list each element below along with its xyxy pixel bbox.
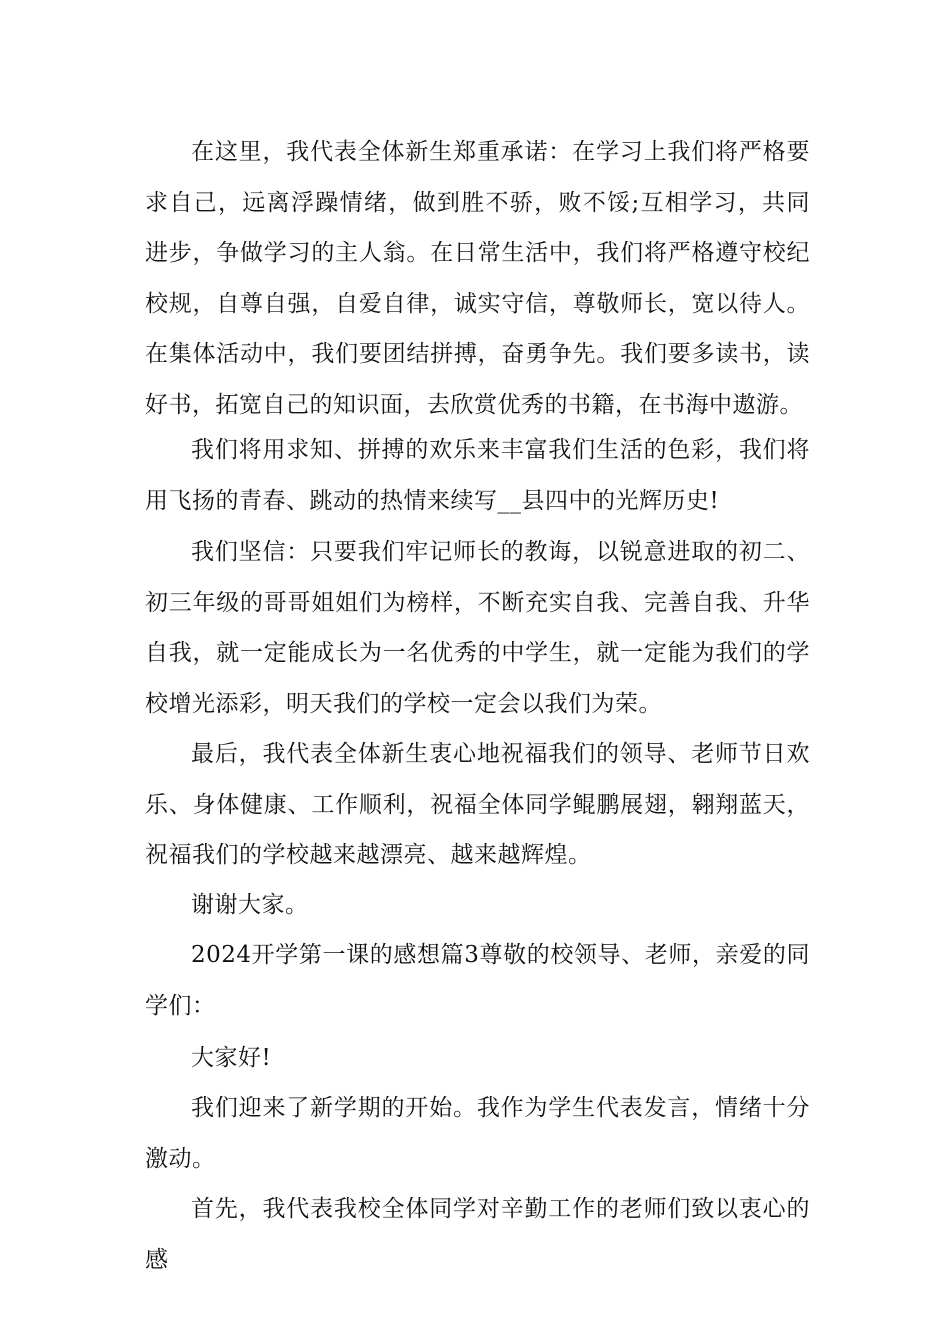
paragraph-pledge: 在这里，我代表全体新生郑重承诺：在学习上我们将严格要求自己，远离浮躁情绪，做到胜不骄，败不馁;互相学习，共同进步，争做学习的主人翁。在日常生活中，我们将严格遵守校纪校规，自尊自强，自爱自律，诚实守信，尊敬师长，宽以待人。在集体活动中，我们要团结拼搏，奋勇争先。我们要多读书，读好书，拓宽自己的知识面，去欣赏优秀的书籍，在书海中遨游。 — [145, 139, 810, 418]
paragraph-gratitude: 首先，我代表我校全体同学对辛勤工作的老师们致以衷心的感 — [145, 1196, 810, 1273]
paragraph-greeting: 大家好! — [191, 1045, 272, 1071]
paragraph-enrich-life: 我们将用求知、拼搏的欢乐来丰富我们生活的色彩，我们将用飞扬的青春、跳动的热情来续写__县四中的光辉历史! — [145, 437, 810, 514]
paragraph-new-semester: 我们迎来了新学期的开始。我作为学生代表发言，情绪十分激动。 — [145, 1095, 810, 1172]
paragraph-blessing: 最后，我代表全体新生衷心地祝福我们的领导、老师节日欢乐、身体健康、工作顺利，祝福全体同学鲲鹏展翅，翱翔蓝天，祝福我们的学校越来越漂亮、越来越辉煌。 — [145, 741, 810, 868]
paragraph-thanks: 谢谢大家。 — [191, 892, 309, 918]
paragraph-section-heading: 2024开学第一课的感想篇3尊敬的校领导、老师，亲爱的同学们： — [145, 942, 810, 1019]
paragraph-belief: 我们坚信：只要我们牢记师长的教诲，以锐意进取的初二、初三年级的哥哥姐姐们为榜样，不断充实自我、完善自我、升华自我，就一定能成长为一名优秀的中学生，就一定能为我们的学校增光添彩，明天我们的学校一定会以我们为荣。 — [145, 539, 810, 717]
